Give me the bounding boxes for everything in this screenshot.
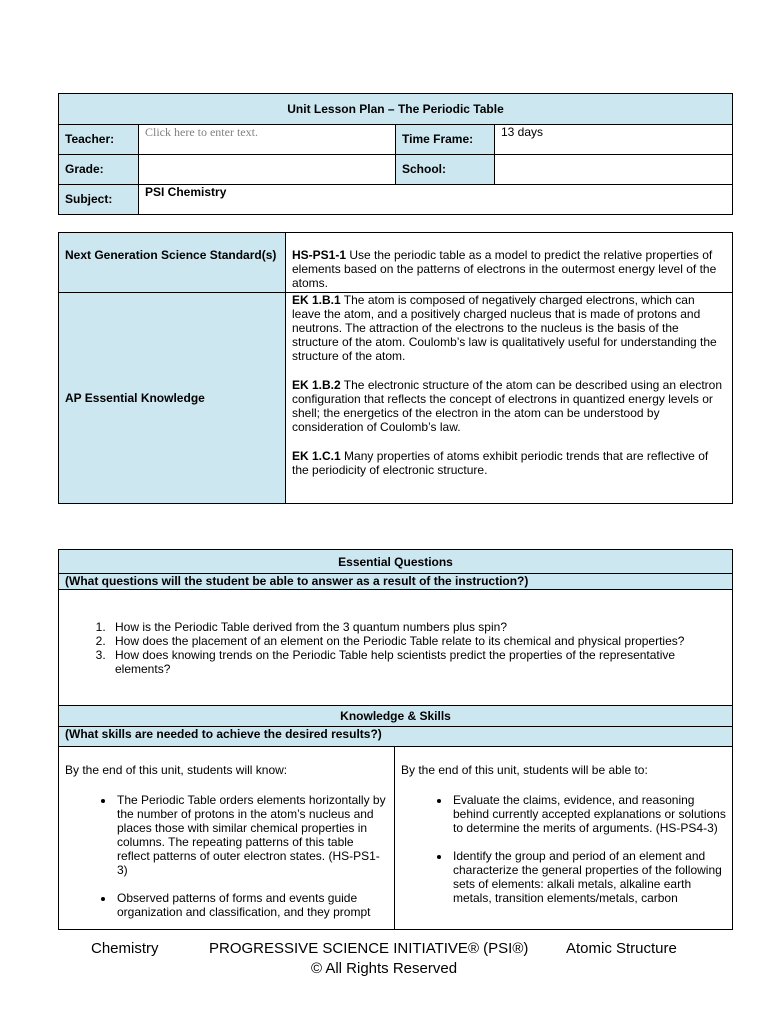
able-list <box>401 793 726 905</box>
teacher-input[interactable]: Click here to enter text. <box>139 125 396 155</box>
able-cell <box>395 747 733 930</box>
footer-subject: Chemistry <box>91 940 159 957</box>
footer-unit: Atomic Structure <box>566 940 677 957</box>
ek-text: The atom is composed of negatively charged electrons, which can leave the atom, and a positively charged nucleus that is made of protons and neutrons. The attraction of the electrons to the nucleus is the basis of the structure of the atom. Coulomb’s law is qualitatively useful for understanding the structure of the atom. <box>292 293 717 363</box>
know-cell <box>59 747 395 930</box>
ek-code: EK 1.B.2 <box>292 378 341 392</box>
ks-heading: Knowledge & Skills <box>59 706 733 727</box>
ek-item <box>292 449 726 477</box>
ap-knowledge <box>286 293 733 504</box>
lesson-title: Unit Lesson Plan – The Periodic Table <box>59 94 733 125</box>
ngss-text: Use the periodic table as a model to predict the relative properties of elements based on the patterns of electrons in the outermost energy level of the atoms. <box>292 248 717 290</box>
ek-text: Many properties of atoms exhibit periodic trends that are reflective of the periodicity of electronic structure. <box>292 449 709 477</box>
eq-item: 3. How does knowing trends on the Periodic Table help scientists predict the properties of the representative elements? <box>109 648 726 676</box>
able-item: • Evaluate the claims, evidence, and reasoning behind currently accepted explanations or solutions to determine the merits of arguments. (HS-PS4-3) <box>451 793 726 835</box>
subject-label: Subject: <box>59 185 139 215</box>
timeframe-value[interactable]: 13 days <box>495 125 733 155</box>
ks-subheading: (What skills are needed to achieve the desired results?) <box>59 727 733 747</box>
footer-copyright: © All Rights Reserved <box>310 960 458 977</box>
ek-item <box>292 293 726 363</box>
ek-code: EK 1.B.1 <box>292 293 341 307</box>
teacher-label: Teacher: <box>59 125 139 155</box>
ap-label: AP Essential Knowledge <box>59 293 286 504</box>
ngss-standard <box>286 233 733 293</box>
standards-table <box>58 232 733 504</box>
grade-label: Grade: <box>59 155 139 185</box>
timeframe-label: Time Frame: <box>396 125 495 155</box>
know-list <box>65 793 388 919</box>
ngss-label: Next Generation Science Standard(s) <box>59 233 286 293</box>
eq-subheading: (What questions will the student be able to answer as a result of the instruction?) <box>59 574 733 590</box>
able-item: • Identify the group and period of an element and characterize the general properties of the following sets of elements: alkali metals, alkaline earth metals, transition elements/metals, carbon <box>451 849 726 905</box>
eq-item: 1. How is the Periodic Table derived from the 3 quantum numbers plus spin? <box>109 620 726 634</box>
school-label: School: <box>396 155 495 185</box>
eq-list <box>65 620 726 676</box>
eq-heading: Essential Questions <box>59 550 733 574</box>
lesson-info-table <box>58 93 733 215</box>
footer-program: PROGRESSIVE SCIENCE INITIATIVE® (PSI®) <box>209 940 529 957</box>
ek-item <box>292 378 726 434</box>
subject-value[interactable]: PSI Chemistry <box>139 185 733 215</box>
school-input[interactable] <box>495 155 733 185</box>
eq-list-cell <box>59 590 733 706</box>
ngss-code: HS-PS1-1 <box>292 248 347 262</box>
ek-code: EK 1.C.1 <box>292 449 341 463</box>
know-intro: By the end of this unit, students will know: <box>65 763 288 777</box>
able-intro: By the end of this unit, students will be able to: <box>401 763 648 777</box>
know-item: • Observed patterns of forms and events guide organization and classification, and they prompt <box>115 891 388 919</box>
know-item: • The Periodic Table orders elements horizontally by the number of protons in the atom’s nucleus and places those with similar chemical properties in columns. The repeating patterns of this table reflect patterns of outer electron states. (HS-PS1-3) <box>115 793 388 877</box>
eq-item: 2. How does the placement of an element on the Periodic Table relate to its chemical and physical properties? <box>109 634 726 648</box>
ek-text: The electronic structure of the atom can be described using an electron configuration that reflects the concept of electrons in quantized energy levels or shell; the energetics of the electron in the atom can be understood by consideration of Coulomb’s law. <box>292 378 723 434</box>
grade-input[interactable] <box>139 155 396 185</box>
questions-skills-table <box>58 549 733 930</box>
